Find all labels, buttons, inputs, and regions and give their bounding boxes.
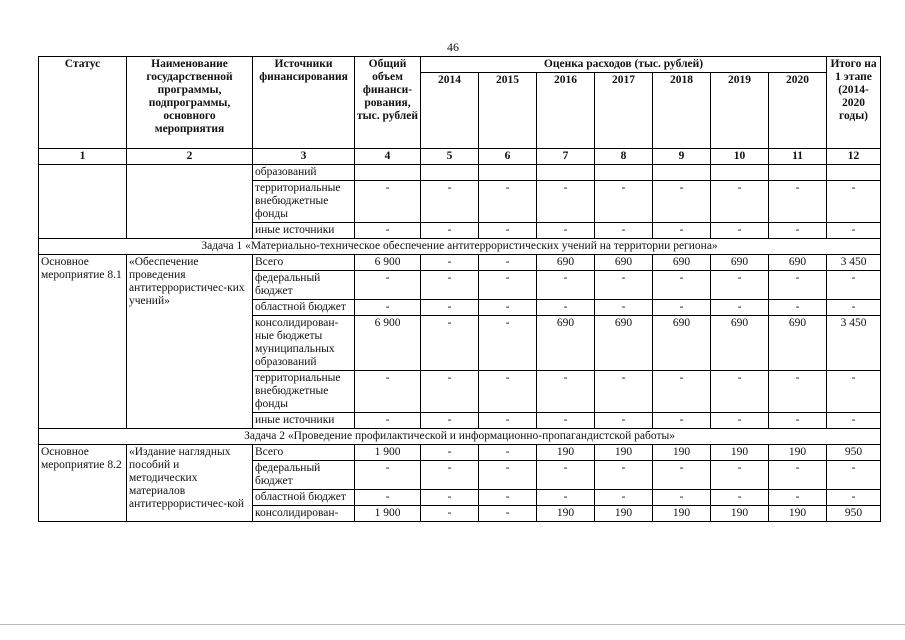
- year-value-cell: -: [595, 300, 653, 316]
- year-value-cell: 190: [711, 445, 769, 461]
- year-value-cell: -: [653, 461, 711, 490]
- year-value-cell: -: [479, 371, 537, 413]
- total-cell: 1 900: [355, 506, 421, 522]
- year-value-cell: -: [769, 181, 827, 223]
- year-value-cell: 190: [537, 445, 595, 461]
- year-value-cell: -: [421, 271, 479, 300]
- year-value-cell: 690: [595, 316, 653, 371]
- year-value-cell: -: [653, 490, 711, 506]
- header-status: Статус: [39, 57, 127, 149]
- year-value-cell: -: [653, 181, 711, 223]
- total-cell: 1 900: [355, 445, 421, 461]
- sum-cell: -: [827, 300, 881, 316]
- year-value-cell: -: [421, 506, 479, 522]
- year-value-cell: 190: [595, 445, 653, 461]
- year-value-cell: [769, 165, 827, 181]
- total-cell: -: [355, 271, 421, 300]
- sum-cell: 3 450: [827, 255, 881, 271]
- header-year: 2016: [537, 73, 595, 149]
- year-value-cell: 690: [769, 316, 827, 371]
- sum-cell: -: [827, 181, 881, 223]
- budget-table: [38, 56, 881, 522]
- year-value-cell: -: [711, 371, 769, 413]
- year-value-cell: -: [653, 271, 711, 300]
- source-cell: территориальные внебюджетные фонды: [253, 371, 355, 413]
- year-value-cell: -: [421, 461, 479, 490]
- header-stage-total: Итого на 1 этапе (2014-2020 годы): [827, 57, 881, 149]
- year-value-cell: -: [479, 490, 537, 506]
- header-year: 2020: [769, 73, 827, 149]
- year-value-cell: 190: [653, 506, 711, 522]
- year-value-cell: -: [711, 223, 769, 239]
- year-value-cell: -: [769, 490, 827, 506]
- year-value-cell: -: [479, 413, 537, 429]
- total-cell: -: [355, 300, 421, 316]
- source-cell: Всего: [253, 445, 355, 461]
- year-value-cell: -: [479, 461, 537, 490]
- header-total-volume: Общий объем финанси-рования, тыс. рублей: [355, 57, 421, 149]
- year-value-cell: -: [769, 300, 827, 316]
- total-cell: 6 900: [355, 255, 421, 271]
- source-cell: иные источники: [253, 223, 355, 239]
- year-value-cell: 190: [653, 445, 711, 461]
- total-cell: -: [355, 461, 421, 490]
- column-number: 7: [537, 149, 595, 165]
- table-row: [39, 445, 881, 461]
- page-edge-rule: [0, 624, 905, 625]
- year-value-cell: 690: [537, 316, 595, 371]
- name-cell: «Обеспечение проведения антитеррористичес-ких учений»: [127, 255, 253, 429]
- year-value-cell: 190: [769, 506, 827, 522]
- year-value-cell: -: [537, 371, 595, 413]
- year-value-cell: -: [421, 181, 479, 223]
- table-header: [39, 57, 881, 165]
- year-value-cell: -: [711, 181, 769, 223]
- year-value-cell: -: [769, 413, 827, 429]
- year-value-cell: -: [711, 271, 769, 300]
- column-number: 3: [253, 149, 355, 165]
- column-number-row: [39, 149, 881, 165]
- header-name: Наименование государственной программы, подпрограммы, основного мероприятия: [127, 57, 253, 149]
- year-value-cell: 690: [711, 316, 769, 371]
- year-value-cell: 690: [653, 255, 711, 271]
- sum-cell: 950: [827, 506, 881, 522]
- year-value-cell: -: [711, 300, 769, 316]
- header-sources: Источники финансирования: [253, 57, 355, 149]
- year-value-cell: 190: [537, 506, 595, 522]
- name-cell: «Издание наглядных пособий и методических материалов антитеррористичес-кой: [127, 445, 253, 522]
- year-value-cell: 690: [653, 316, 711, 371]
- total-cell: -: [355, 371, 421, 413]
- header-year: 2019: [711, 73, 769, 149]
- year-value-cell: -: [537, 181, 595, 223]
- year-value-cell: -: [595, 181, 653, 223]
- year-value-cell: -: [711, 461, 769, 490]
- year-value-cell: -: [421, 445, 479, 461]
- table-row: [39, 255, 881, 271]
- source-cell: иные источники: [253, 413, 355, 429]
- year-value-cell: -: [537, 490, 595, 506]
- year-value-cell: -: [769, 371, 827, 413]
- year-value-cell: -: [653, 413, 711, 429]
- column-number: 9: [653, 149, 711, 165]
- year-value-cell: -: [595, 223, 653, 239]
- year-value-cell: -: [653, 223, 711, 239]
- year-value-cell: 690: [595, 255, 653, 271]
- sum-cell: -: [827, 371, 881, 413]
- year-value-cell: -: [479, 506, 537, 522]
- sum-cell: 3 450: [827, 316, 881, 371]
- column-number: 1: [39, 149, 127, 165]
- column-number: 10: [711, 149, 769, 165]
- year-value-cell: [479, 165, 537, 181]
- sum-cell: -: [827, 223, 881, 239]
- task-2-title: Задача 2 «Проведение профилактической и информационно-пропагандистской работы»: [39, 429, 881, 445]
- source-cell: федеральный бюджет: [253, 461, 355, 490]
- source-cell: консолидирован-: [253, 506, 355, 522]
- total-cell: -: [355, 223, 421, 239]
- column-number: 8: [595, 149, 653, 165]
- column-number: 5: [421, 149, 479, 165]
- year-value-cell: 190: [711, 506, 769, 522]
- header-expenses: Оценка расходов (тыс. рублей): [421, 57, 827, 73]
- year-value-cell: [421, 165, 479, 181]
- year-value-cell: -: [537, 300, 595, 316]
- year-value-cell: -: [537, 413, 595, 429]
- sum-cell: -: [827, 413, 881, 429]
- year-value-cell: -: [769, 271, 827, 300]
- year-value-cell: -: [421, 255, 479, 271]
- year-value-cell: [711, 165, 769, 181]
- year-value-cell: -: [479, 300, 537, 316]
- year-value-cell: -: [653, 300, 711, 316]
- sum-cell: -: [827, 490, 881, 506]
- year-value-cell: [653, 165, 711, 181]
- year-value-cell: [537, 165, 595, 181]
- status-cell: Основное мероприятие 8.2: [39, 445, 127, 522]
- source-cell: областной бюджет: [253, 490, 355, 506]
- year-value-cell: -: [421, 300, 479, 316]
- header-year: 2017: [595, 73, 653, 149]
- column-number: 4: [355, 149, 421, 165]
- source-cell: областной бюджет: [253, 300, 355, 316]
- year-value-cell: -: [653, 371, 711, 413]
- year-value-cell: 190: [769, 445, 827, 461]
- year-value-cell: -: [595, 413, 653, 429]
- year-value-cell: -: [769, 461, 827, 490]
- year-value-cell: -: [595, 490, 653, 506]
- year-value-cell: -: [479, 271, 537, 300]
- source-cell: консолидирован-ные бюджеты муниципальных образований: [253, 316, 355, 371]
- year-value-cell: -: [479, 223, 537, 239]
- total-cell: -: [355, 181, 421, 223]
- year-value-cell: -: [421, 413, 479, 429]
- sum-cell: [827, 165, 881, 181]
- column-number: 6: [479, 149, 537, 165]
- year-value-cell: -: [595, 271, 653, 300]
- year-value-cell: -: [595, 461, 653, 490]
- year-value-cell: -: [421, 316, 479, 371]
- name-cell: [127, 165, 253, 239]
- task-heading-row: [39, 429, 881, 445]
- task-1-title: Задача 1 «Материально-техническое обеспечение антитеррористических учений на территории региона»: [39, 239, 881, 255]
- year-value-cell: 690: [769, 255, 827, 271]
- year-value-cell: -: [711, 413, 769, 429]
- source-cell: образований: [253, 165, 355, 181]
- table-row: [39, 165, 881, 181]
- source-cell: федеральный бюджет: [253, 271, 355, 300]
- status-cell: Основное мероприятие 8.1: [39, 255, 127, 429]
- source-cell: Всего: [253, 255, 355, 271]
- year-value-cell: -: [479, 255, 537, 271]
- year-value-cell: -: [479, 181, 537, 223]
- year-value-cell: -: [537, 223, 595, 239]
- sum-cell: -: [827, 461, 881, 490]
- year-value-cell: -: [595, 371, 653, 413]
- year-value-cell: 190: [595, 506, 653, 522]
- year-value-cell: -: [537, 271, 595, 300]
- column-number: 2: [127, 149, 253, 165]
- year-value-cell: -: [421, 371, 479, 413]
- sum-cell: 950: [827, 445, 881, 461]
- status-cell: [39, 165, 127, 239]
- header-year: 2018: [653, 73, 711, 149]
- sum-cell: -: [827, 271, 881, 300]
- year-value-cell: -: [537, 461, 595, 490]
- total-cell: -: [355, 413, 421, 429]
- column-number: 11: [769, 149, 827, 165]
- header-year: 2015: [479, 73, 537, 149]
- total-cell: -: [355, 490, 421, 506]
- year-value-cell: 690: [711, 255, 769, 271]
- year-value-cell: -: [769, 223, 827, 239]
- page-number: 46: [447, 40, 459, 54]
- task-heading-row: [39, 239, 881, 255]
- source-cell: территориальные внебюджетные фонды: [253, 181, 355, 223]
- column-number: 12: [827, 149, 881, 165]
- year-value-cell: 690: [537, 255, 595, 271]
- year-value-cell: -: [421, 223, 479, 239]
- year-value-cell: -: [479, 445, 537, 461]
- total-cell: [355, 165, 421, 181]
- year-value-cell: -: [479, 316, 537, 371]
- header-year: 2014: [421, 73, 479, 149]
- year-value-cell: -: [711, 490, 769, 506]
- year-value-cell: [595, 165, 653, 181]
- total-cell: 6 900: [355, 316, 421, 371]
- year-value-cell: -: [421, 490, 479, 506]
